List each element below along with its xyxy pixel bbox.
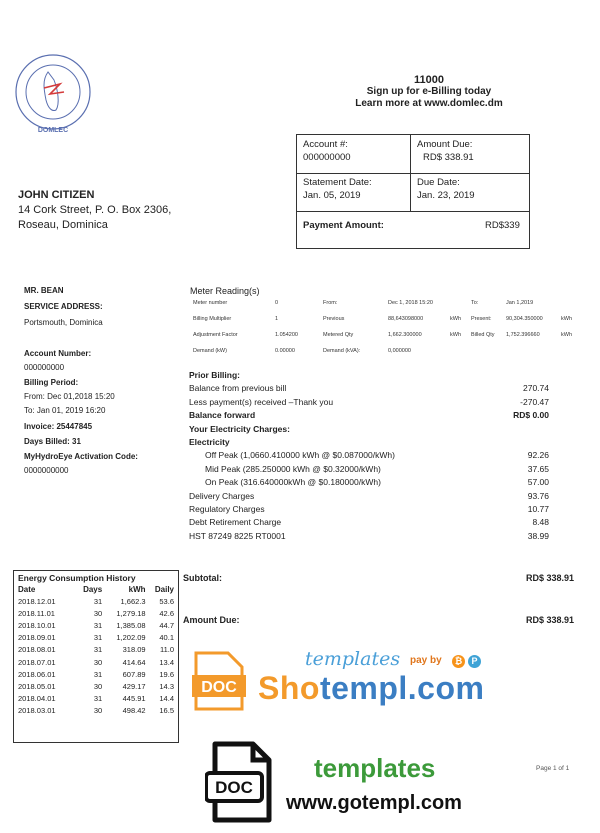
domlec-logo — [8, 50, 98, 140]
payment-amount-value: RD$339 — [485, 220, 520, 231]
history-row — [18, 607, 174, 619]
history-cell: 414.64 — [122, 657, 146, 667]
history-cell: 31 — [93, 694, 103, 704]
bill-line — [189, 409, 549, 422]
history-cell: 2018.05.01 — [18, 681, 56, 691]
account-summary-box — [296, 134, 530, 249]
history-cell: 31 — [93, 620, 103, 630]
header-line1: Sign up for e-Billing today — [366, 86, 492, 97]
history-cell: 16.5 — [159, 706, 174, 716]
bill-line-label: Off Peak (1,0660.410000 kWh @ $0.087000/kWh) — [205, 450, 395, 461]
history-cell: 2018.06.01 — [18, 669, 56, 679]
meter-cell: Adjustment Factor — [193, 332, 238, 338]
history-cell: 40.1 — [159, 633, 174, 643]
meter-cell: 0,000000 — [388, 348, 411, 354]
service-address: Portsmouth, Dominica — [24, 318, 103, 327]
statement-date-value: Jan. 05, 2019 — [303, 190, 361, 201]
svg-text:DOC: DOC — [201, 679, 237, 696]
bill-line — [189, 503, 549, 516]
meter-cell: 88,643098000 — [388, 316, 424, 322]
bill-line-value — [489, 423, 549, 436]
bill-line-value: -270.47 — [520, 396, 549, 407]
meter-cell: 1,752.396660 — [506, 332, 540, 338]
bill-line — [189, 463, 549, 476]
bill-line-label: Mid Peak (285.250000 kWh @ $0.32000/kWh) — [205, 463, 381, 474]
meter-cell: 0 — [275, 300, 279, 306]
invoice: Invoice: 25447845 — [24, 422, 93, 431]
history-header: Daily — [154, 585, 174, 594]
meter-cell: 1,662.300000 — [388, 332, 422, 338]
history-cell: 30 — [93, 681, 103, 691]
bill-line-label: HST 87249 8225 RT0001 — [189, 530, 286, 541]
bill-line-value: 38.99 — [527, 530, 549, 541]
meter-cell: From: — [323, 300, 338, 306]
service-name: MR. BEAN — [24, 286, 64, 295]
bill-line — [189, 516, 549, 529]
bill-line-label: Regulatory Charges — [189, 503, 265, 514]
history-row — [18, 680, 174, 692]
history-cell: 53.6 — [159, 596, 174, 606]
history-cell: 13.4 — [159, 657, 174, 667]
bill-line-value: 10.77 — [527, 503, 549, 514]
meter-cell: 1 — [275, 316, 279, 322]
bill-line-label: Delivery Charges — [189, 490, 255, 501]
bill-line-value: 92.26 — [527, 450, 549, 461]
meter-cell: kWh — [450, 316, 461, 322]
history-row — [18, 632, 174, 644]
history-cell: 44.7 — [159, 620, 174, 630]
amount-due-total-label: Amount Due: — [183, 615, 240, 625]
history-cell: 14.3 — [159, 681, 174, 691]
bill-line-value: 57.00 — [527, 477, 549, 488]
page-number: Page 1 of 1 — [536, 765, 570, 772]
doc-file-icon-dark — [205, 741, 275, 823]
meter-cell: Demand (kW) — [193, 348, 227, 354]
bitcoin-icon: ₿ — [452, 655, 465, 668]
history-cell: 1,662.3 — [120, 596, 146, 606]
bill-line-label: Debt Retirement Charge — [189, 517, 282, 528]
bill-line-label: On Peak (316.640000kWh @ $0.180000/kWh) — [205, 477, 381, 488]
history-cell: 19.6 — [159, 669, 174, 679]
account-number: 000000000 — [24, 363, 65, 372]
history-cell: 2018.11.01 — [18, 608, 55, 618]
ebilling-header — [300, 74, 558, 110]
meter-cell: To: — [471, 300, 479, 306]
billing-from: From: Dec 01,2018 15:20 — [24, 392, 115, 401]
bill-line-value — [489, 436, 549, 449]
history-row — [18, 619, 174, 631]
crypto-p-icon: P — [468, 655, 481, 668]
meter-cell: 1.054200 — [275, 332, 298, 338]
history-cell: 2018.07.01 — [18, 657, 56, 667]
history-cell: 2018.12.01 — [18, 596, 56, 606]
history-header: kWh — [128, 585, 146, 594]
meter-readings-title: Meter Reading(s) — [190, 286, 260, 296]
history-cell: 607.89 — [122, 669, 146, 679]
history-cell: 1,385.08 — [116, 620, 146, 630]
history-cell: 1,202.09 — [116, 633, 146, 643]
svg-text:DOMLEC: DOMLEC — [37, 127, 69, 134]
history-table — [18, 584, 174, 717]
meter-cell: Previous — [323, 316, 345, 322]
gotempl-url: www.gotempl.com — [286, 792, 462, 814]
bill-line-label: Electricity — [189, 436, 230, 447]
bill-line — [189, 436, 549, 449]
payment-amount-label: Payment Amount: — [303, 220, 384, 231]
amount-due-label: Amount Due: — [417, 139, 473, 150]
meter-cell: Jan 1,2019 — [506, 300, 534, 306]
service-address-label: SERVICE ADDRESS: — [24, 302, 103, 311]
meter-cell: kWh — [561, 316, 572, 322]
bill-line-label: Balance forward — [189, 410, 256, 421]
history-cell: 31 — [93, 596, 103, 606]
bill-line-label: Less payment(s) received –Thank you — [189, 396, 334, 407]
history-row — [18, 668, 174, 680]
bill-line-label: Your Electricity Charges: — [189, 423, 290, 434]
history-cell: 429.17 — [122, 681, 146, 691]
history-row — [18, 656, 174, 668]
history-cell: 31 — [93, 669, 103, 679]
history-cell: 318.09 — [122, 645, 146, 655]
customer-address2: Roseau, Dominica — [18, 219, 108, 231]
statement-date-label: Statement Date: — [303, 177, 372, 188]
history-cell: 2018.08.01 — [18, 645, 56, 655]
history-row — [18, 705, 174, 717]
bill-line — [189, 530, 549, 543]
amount-due-value: RD$ 338.91 — [423, 152, 474, 163]
bill-line-value: 8.48 — [532, 517, 549, 528]
doc-file-icon — [192, 651, 246, 711]
consumption-history-box — [13, 570, 179, 743]
header-line2: Learn more at www.domlec.dm — [355, 98, 503, 109]
history-row — [18, 595, 174, 607]
due-date-label: Due Date: — [417, 177, 460, 188]
history-row — [18, 644, 174, 656]
account-value: 000000000 — [303, 152, 351, 163]
amount-due-total-value: RD$ 338.91 — [526, 615, 575, 625]
due-date-value: Jan. 23, 2019 — [417, 190, 475, 201]
history-cell: 30 — [93, 608, 103, 618]
bill-line — [189, 423, 549, 436]
bill-line-value: 93.76 — [527, 490, 549, 501]
customer-address — [18, 188, 171, 233]
shotempl-brand: Shotempl.com — [258, 670, 485, 706]
bill-line — [189, 490, 549, 503]
account-number-label: Account Number: — [24, 349, 92, 358]
history-cell: 2018.04.01 — [18, 694, 56, 704]
bill-line — [189, 382, 549, 395]
lightning-map-icon — [8, 50, 98, 140]
history-cell: 31 — [93, 645, 103, 655]
meter-cell: Present: — [471, 316, 492, 322]
bill-line — [189, 449, 549, 462]
templates-script-text: templates — [305, 648, 401, 670]
meter-cell: 0.00000 — [275, 348, 295, 354]
days-billed: Days Billed: 31 — [24, 437, 81, 446]
history-row — [18, 693, 174, 705]
bill-line-label: Balance from previous bill — [189, 383, 287, 394]
account-label: Account #: — [303, 139, 348, 150]
meter-cell: Billing Multiplier — [193, 316, 232, 322]
meter-cell: Meter number — [193, 300, 228, 306]
bill-line-value: RD$ 0.00 — [513, 410, 549, 421]
svg-text:DOC: DOC — [215, 778, 253, 797]
history-cell: 42.6 — [159, 608, 174, 618]
history-cell: 1,279.18 — [116, 608, 146, 618]
history-cell: 30 — [93, 657, 103, 667]
history-header: Date — [18, 585, 36, 594]
history-cell: 30 — [93, 706, 103, 716]
bill-line — [189, 396, 549, 409]
activation-code: 0000000000 — [24, 466, 69, 475]
history-header: Days — [83, 585, 103, 594]
history-cell: 498.42 — [122, 706, 146, 716]
activation-label: MyHydroEye Activation Code: — [24, 452, 138, 461]
meter-cell: Billed Qty — [471, 332, 495, 338]
meter-cell: Demand (kVA): — [323, 348, 361, 354]
history-cell: 31 — [93, 633, 103, 643]
billing-to: To: Jan 01, 2019 16:20 — [24, 406, 106, 415]
prior-billing-label: Prior Billing: — [189, 370, 240, 380]
header-code: 11000 — [414, 74, 444, 86]
history-cell: 2018.09.01 — [18, 633, 56, 643]
meter-cell: Metered Qty — [323, 332, 354, 338]
templates-green-text: templates — [314, 753, 436, 783]
meter-cell: kWh — [450, 332, 461, 338]
history-title: Energy Consumption History — [18, 573, 136, 583]
subtotal-label: Subtotal: — [183, 573, 222, 583]
bill-line-value: 270.74 — [523, 383, 549, 394]
history-cell: 11.0 — [159, 645, 174, 655]
meter-cell: 90,304.350000 — [506, 316, 543, 322]
meter-cell: kWh — [561, 332, 572, 338]
bill-details — [189, 369, 549, 543]
history-cell: 14.4 — [159, 694, 174, 704]
bill-line-value: 37.65 — [527, 463, 549, 474]
billing-period-label: Billing Period: — [24, 378, 79, 387]
customer-name: JOHN CITIZEN — [18, 189, 95, 201]
history-cell: 2018.03.01 — [18, 706, 56, 716]
pay-by-label: pay by ₿ P — [410, 655, 442, 666]
bill-line — [189, 476, 549, 489]
history-cell: 2018.10.01 — [18, 620, 56, 630]
subtotal-value: RD$ 338.91 — [526, 573, 575, 583]
customer-address1: 14 Cork Street, P. O. Box 2306, — [18, 204, 172, 216]
history-cell: 445.91 — [122, 694, 146, 704]
meter-cell: Dec 1, 2018 15:20 — [388, 300, 433, 306]
